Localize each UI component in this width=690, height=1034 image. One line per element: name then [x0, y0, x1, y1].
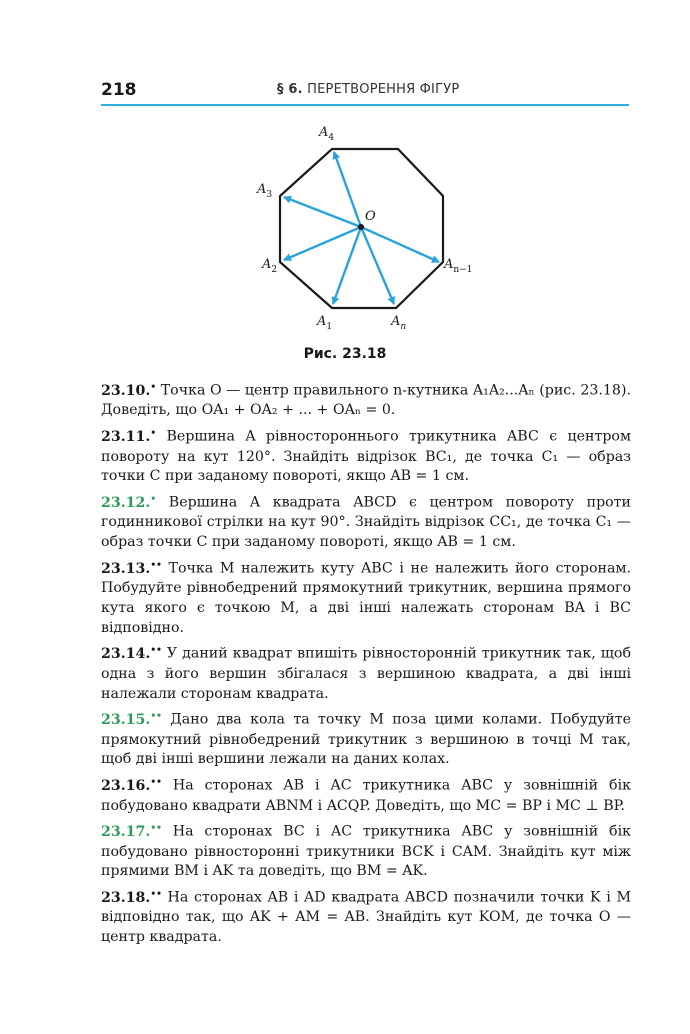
figure-caption: Рис. 23.18: [303, 346, 387, 362]
problem-number: 23.13.••: [101, 559, 162, 577]
problem-text: На сторонах AB і AC трикутника ABC у зовнішній бік побудовано квадрати ABNM і ACQP. Доведіть, що MC = BP і MC ⊥ BP.: [101, 777, 632, 814]
problem-23-10: [101, 378, 631, 421]
section-title-text: ПЕРЕТВОРЕННЯ ФІГУР: [307, 82, 460, 97]
problem-number: 23.12.•: [101, 493, 157, 511]
problem-list: [101, 378, 631, 951]
problem-23-13: [101, 556, 631, 639]
label-a3: $A_3$: [257, 182, 273, 200]
section-title: [277, 82, 459, 97]
label-a2: $A_2$: [262, 257, 278, 275]
label-an-1: $A_{n-1}$: [444, 257, 473, 275]
vector-oa3: [284, 197, 361, 227]
problem-number: 23.15.••: [101, 711, 162, 728]
label-a1: $A_1$: [317, 314, 333, 332]
problem-23-17: [101, 819, 631, 882]
problem-text: У даний квадрат впишіть рівносторонній трикутник так, щоб одна з його вершин збігалася з вершиною квадрата, а дві інші належали сторонам квадрата.: [101, 646, 631, 702]
problem-number: 23.18.••: [101, 889, 162, 906]
problem-23-16: [101, 773, 631, 816]
vector-oa2: [284, 227, 361, 260]
problem-number: 23.10.•: [101, 382, 157, 399]
label-o: O: [365, 209, 376, 224]
problem-text: Точка O — центр правильного n-кутника A₁A₂...Aₙ (рис. 23.18). Доведіть, що OA₁ + OA₂ + ... + OAₙ = 0.: [101, 382, 631, 419]
problem-text: Вершина A квадрата ABCD є центром повороту проти годинникової стрілки на кут 90°. Знайдіть відрізок CC₁, де точка C₁ — образ точки C при заданому повороті, якщо AB = 1 см.: [101, 494, 631, 551]
vector-oa1: [333, 227, 361, 304]
page-header: [101, 80, 629, 106]
octagon-figure: [240, 118, 500, 338]
label-an: $A_n$: [391, 314, 407, 332]
problem-text: Точка M належить куту ABC і не належить його сторонам. Побудуйте рівнобедрений прямокутний трикутник, вершина прямого кута якого є точкою M, а дві інші належать сторонам BA і BC відповідно.: [101, 560, 631, 636]
problem-number: 23.11.•: [101, 428, 157, 445]
problem-23-18: [101, 885, 631, 948]
center-point-o: [358, 224, 364, 230]
header-rule: [101, 104, 629, 106]
page-number: 218: [101, 80, 137, 100]
problem-23-14: [101, 641, 631, 704]
label-a4: $A_4$: [319, 125, 335, 143]
section-mark: § 6.: [277, 82, 303, 97]
problem-text: Вершина A рівностороннього трикутника ABC є центром повороту на кут 120°. Знайдіть відрізок BC₁, де точка C₁ — образ точки C при заданому повороті, якщо AB = 1 см.: [101, 428, 631, 485]
problem-23-11: [101, 424, 631, 487]
problem-text: На сторонах AB і AD квадрата ABCD позначили точки K і M відповідно так, що AK + AM = AB. Знайдіть кут KOM, де точка O — центр квадрата.: [101, 889, 631, 946]
problem-text: На сторонах BC і AC трикутника ABC у зовнішній бік побудовано рівносторонні трикутники BCK і CAM. Знайдіть кут між прямими BM і AK та доведіть, що BM = AK.: [101, 823, 631, 880]
problem-number: 23.14.••: [101, 645, 162, 663]
problem-23-15: [101, 707, 631, 770]
problem-23-12: [101, 490, 631, 553]
problem-number: 23.16.••: [101, 777, 162, 794]
vector-oa4: [334, 152, 361, 227]
problem-number: 23.17.••: [101, 823, 162, 840]
octagon-diagram: [240, 118, 500, 338]
problem-text: Дано два кола та точку M поза цими колами. Побудуйте прямокутний рівнобедрений трикутник з вершиною в точці M так, щоб дві інші вершини лежали на даних колах.: [101, 711, 631, 768]
